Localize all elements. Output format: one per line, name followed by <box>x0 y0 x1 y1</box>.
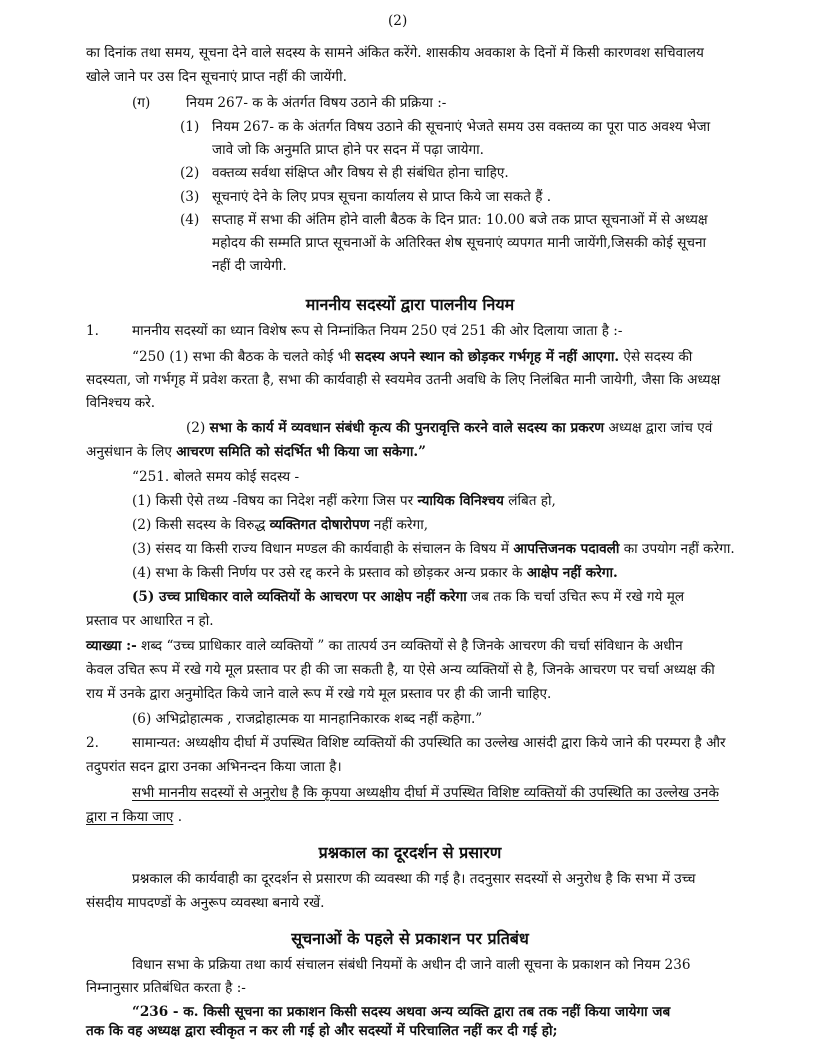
item-text: जावे जो कि अनुमति प्राप्त होने पर सदन में पढ़ा जायेगा. <box>212 142 484 158</box>
item-number: (3) <box>180 189 200 205</box>
rule-250-line: सदस्यता, जो गर्भगृह में प्रवेश करता है, सभा की कार्यवाही से स्वयमेव उतनी अवधि के लिए निलंबित मानी जायेगी, जैसा कि अध्यक्ष <box>86 372 721 388</box>
section-heading: प्रश्नकाल का दूरदर्शन से प्रसारण <box>318 843 502 862</box>
rule-250-line: विनिश्चय करे. <box>86 395 156 411</box>
publication-text: निम्नानुसार प्रतिबंधित करता है :- <box>86 980 246 996</box>
rule-251-intro: “251. बोलते समय कोई सदस्य - <box>132 469 300 485</box>
rule-236-text: “236 - क. किसी सूचना का प्रकाशन किसी सदस्य अथवा अन्य व्यक्ति द्वारा तब तक नहीं किया जायेगा जब <box>132 1004 671 1020</box>
para-text: तदुपरांत सदन द्वारा उनका अभिनन्दन किया जाता है। <box>86 759 342 775</box>
rule-251-item: प्रस्ताव पर आधारित न हो. <box>86 613 214 629</box>
broadcast-text: संसदीय मापदण्डों के अनुरूप व्यवस्था बनाये रखें. <box>86 895 325 911</box>
item-text: सप्ताह में सभा की अंतिम होने वाली बैठक के दिन प्रात: 10.00 बजे तक प्राप्त सूचनाओं में से अध्यक्ष <box>212 212 708 228</box>
rule-251-item: (4) सभा के किसी निर्णय पर उसे रद्द करने के प्रस्ताव को छोड़कर अन्य प्रकार के आक्षेप नहीं करेगा. <box>132 565 618 581</box>
item-text: वक्तव्य सर्वथा संक्षिप्त और विषय से ही संबंधित होना चाहिए. <box>212 165 509 181</box>
rule-250-line: अनुसंधान के लिए आचरण समिति को संदर्भित भी किया जा सकेगा.” <box>86 444 426 460</box>
item-text: महोदय की सम्मति प्राप्त सूचनाओं के अतिरिक्त शेष सूचनाएं व्यपगत मानी जायेंगी,जिसकी कोई सूचना <box>212 235 707 251</box>
section-title: नियम 267- क के अंतर्गत विषय उठाने की प्रक्रिया :- <box>186 95 447 111</box>
section-heading: सूचनाओं के पहले से प्रकाशन पर प्रतिबंध <box>291 929 529 948</box>
underlined-request: द्वारा न किया जाए . <box>86 809 183 825</box>
rule-251-item: (6) अभिद्रोहात्मक , राजद्रोहात्मक या मानहानिकारक शब्द नहीं कहेगा.” <box>132 711 483 727</box>
rule-251-item: (2) किसी सदस्य के विरुद्ध व्यक्तिगत दोषारोपण नहीं करेगा, <box>132 517 429 533</box>
rule-250-line: (2) सभा के कार्य में व्यवधान संबंधी कृत्य की पुनरावृत्ति करने वाले सदस्य का प्रकरण अध्यक्ष द्वारा जांच एवं <box>186 420 713 436</box>
item-number: (2) <box>180 165 200 181</box>
item-number: (4) <box>180 212 200 228</box>
para-number: 2. <box>86 735 99 751</box>
item-text: नहीं दी जायेगी. <box>212 258 287 274</box>
para-number: 1. <box>86 323 99 339</box>
underlined-request: सभी माननीय सदस्यों से अनुरोध है कि कृपया अध्यक्षीय दीर्घा में उपस्थित विशिष्ट व्यक्तियों की उपस्थिति का उल्लेख उनके <box>132 785 719 801</box>
intro-line: खोले जाने पर उस दिन सूचनाएं प्राप्त नहीं की जायेंगी. <box>86 69 347 85</box>
vyakhya-line: व्याख्या :- शब्द “उच्च प्राधिकार वाले व्यक्तियों ” का तात्पर्य उन व्यक्तियों से है जिनके आचरण की चर्चा संविधान के अधीन <box>86 638 683 654</box>
section-marker: (ग) <box>132 95 151 111</box>
item-number: (1) <box>180 119 200 135</box>
item-text: नियम 267- क के अंतर्गत विषय उठाने की सूचनाएं भेजते समय उस वक्तव्य का पूरा पाठ अवश्य भेजा <box>212 119 711 135</box>
rule-250-line: “250 (1) सभा की बैठक के चलते कोई भी सदस्य अपने स्थान को छोड़कर गर्भगृह में नहीं आएगा. ऐसे सदस्य की <box>132 349 693 365</box>
page-number: (2) <box>388 13 408 29</box>
broadcast-text: प्रश्नकाल की कार्यवाही का दूरदर्शन से प्रसारण की व्यवस्था की गई है। तदनुसार सदस्यों से अनुरोध है कि सभा में उच्च <box>132 871 696 887</box>
intro-line: का दिनांक तथा समय, सूचना देने वाले सदस्य के सामने अंकित करेंगे. शासकीय अवकाश के दिनों में किसी कारणवश सचिवालय <box>86 45 704 61</box>
vyakhya-line: केवल उचित रूप में रखे गये मूल प्रस्ताव पर ही की जा सकती है, या ऐसे अन्य व्यक्तियों से है, जिनके आचरण पर चर्चा अध्यक्ष की <box>86 662 715 678</box>
section-heading: माननीय सदस्यों द्वारा पालनीय नियम <box>305 295 515 314</box>
rule-251-item: (3) संसद या किसी राज्य विधान मण्डल की कार्यवाही के संचालन के विषय में आपत्तिजनक पदावली का उपयोग नहीं करेगा. <box>132 541 735 557</box>
rule-251-item: (1) किसी ऐसे तथ्य -विषय का निदेश नहीं करेगा जिस पर न्यायिक विनिश्चय लंबित हो, <box>132 493 556 509</box>
para-text: माननीय सदस्यों का ध्यान विशेष रूप से निम्नांकित नियम 250 एवं 251 की ओर दिलाया जाता है :- <box>132 323 623 339</box>
item-text: सूचनाएं देने के लिए प्रपत्र सूचना कार्यालय से प्राप्त किये जा सकते हैं . <box>212 189 552 205</box>
rule-236-text: तक कि वह अध्यक्ष द्वारा स्वीकृत न कर ली गई हो और सदस्यों में परिचालित नहीं कर दी गई हो; <box>86 1023 558 1039</box>
publication-text: विधान सभा के प्रक्रिया तथा कार्य संचालन संबंधी नियमों के अधीन दी जाने वाली सूचना के प्रकाशन को नियम 236 <box>132 957 691 973</box>
vyakhya-line: राय में उनके द्वारा अनुमोदित किये जाने वाले रूप में रखे गये मूल प्रस्ताव पर ही की जानी चाहिए. <box>86 686 552 702</box>
para-text: सामान्यत: अध्यक्षीय दीर्घा में उपस्थित विशिष्ट व्यक्तियों की उपस्थिति का उल्लेख आसंदी द्वारा किये जाने की परम्परा है और <box>132 735 726 751</box>
rule-251-item: (5) उच्च प्राधिकार वाले व्यक्तियों के आचरण पर आक्षेप नहीं करेगा जब तक कि चर्चा उचित रूप में रखे गये मूल <box>132 589 685 605</box>
